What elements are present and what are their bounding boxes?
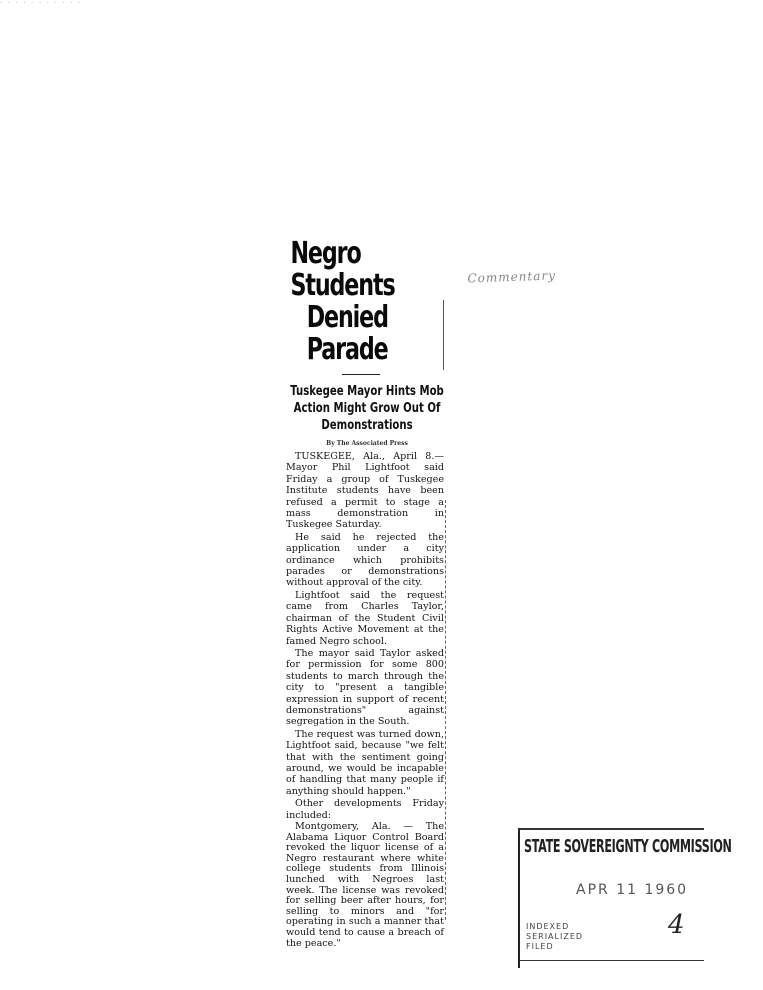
article-body (286, 451, 444, 949)
byline: By The Associated Press (326, 440, 408, 447)
subheadline: Tuskegee Mayor Hints Mob Action Might Grow Out Of Demonstrations (290, 384, 444, 433)
paragraph: Lightfoot said the request came from Charles Taylor, chairman of the Student Civil Rights Active Movement at the famed Negro school. (286, 589, 444, 647)
column-rule-dashed (445, 500, 447, 920)
stamp-date: APR 11 1960 (576, 882, 689, 898)
stamp-marks (526, 922, 583, 952)
paragraph: The mayor said Taylor asked for permission for some 800 students to march through the city to "present a tangible expression in support of recent demonstrations" against segregation in the South. (286, 647, 444, 728)
stamp-signature: 4 (668, 910, 685, 940)
headline-line-1: Negro Students (290, 236, 395, 303)
paragraph: He said he rejected the application under a city ordinance which prohibits parades or demonstrations without approval of the city. (286, 531, 444, 589)
stamp-bottom-line (520, 960, 704, 961)
headline-line-2: Denied Parade (306, 300, 388, 367)
handwritten-note: Commentary (467, 268, 557, 286)
stamp-mark-indexed: INDEXED (526, 922, 570, 931)
newspaper-clipping (286, 236, 448, 949)
paragraph: The request was turned down, Lightfoot said, because "we felt that with the sentiment going around, we would be incapable of handling that many people if anything should happen." (286, 728, 444, 797)
stamp-agency: STATE SOVEREIGNTY COMMISSION (524, 836, 732, 857)
headline-rule (342, 374, 380, 375)
sovereignty-commission-stamp (518, 828, 732, 968)
stamp-mark-filed: FILED (526, 942, 554, 951)
column-rule (443, 300, 444, 370)
paragraph: Other developments Friday included: (286, 798, 444, 821)
stamp-mark-serialized: SERIALIZED (526, 932, 584, 941)
paragraph: Montgomery, Ala. — The Alabama Liquor Control Board revoked the liquor license of a Negro restaurant where white college students from Illinois lunched with Negroes last week. The license was revoked for selling beer after hours, for selling to minors and "for operating in such a manner that would tend to cause a breach of the peace." (286, 821, 444, 949)
scan-edge-dots: · · · · · · · · · · · (0, 0, 83, 7)
paragraph: TUSKEGEE, Ala., April 8.—Mayor Phil Lightfoot said Friday a group of Tuskegee Institute students have been refused a permit to stage a mass demonstration in Tuskegee Saturday. (286, 451, 444, 531)
headline (286, 238, 449, 366)
